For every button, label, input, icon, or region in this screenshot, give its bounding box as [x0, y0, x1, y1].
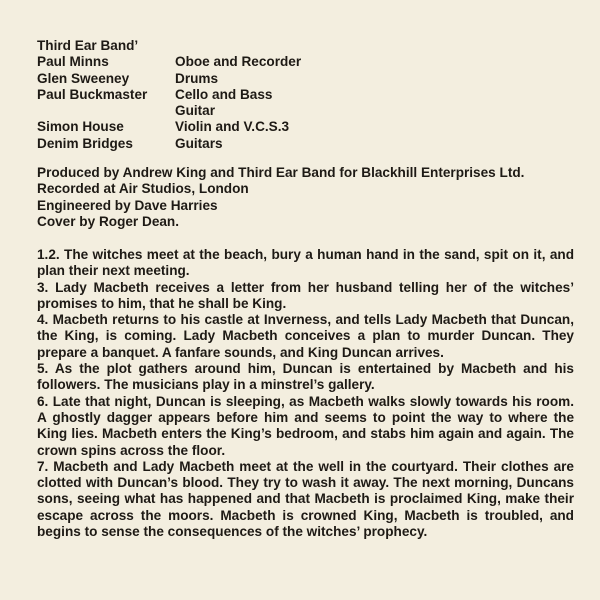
track-descriptions [37, 247, 574, 540]
member-name: Glen Sweeney [37, 70, 130, 86]
band-name-row [37, 38, 577, 54]
member-name: Paul Buckmaster [37, 86, 148, 102]
track-description: 6. Late that night, Duncan is sleeping, as Macbeth walks slowly towards his room. A ghostly dagger appears before him and seems to point the way to where the King lies. Macbeth enters the King’s bedroom, and stabs him again and again. The crown spins across the floor. [37, 393, 574, 458]
track-description: 5. As the plot gathers around him, Duncan is entertained by Macbeth and his followers. The musicians play in a minstrel’s gallery. [37, 361, 574, 393]
track-description: 4. Macbeth returns to his castle at Inverness, and tells Lady Macbeth that Duncan, the King, is coming. Lady Macbeth conceives a plan to murder Duncan. They prepare a banquet. A fanfare sounds, and King Duncan arrives. [37, 312, 574, 360]
member-instrument: Guitars [175, 135, 223, 151]
credit-line: Produced by Andrew King and Third Ear Band for Blackhill Enterprises Ltd. [37, 165, 525, 180]
production-credits [37, 165, 582, 230]
credit-line: Engineered by Dave Harries [37, 197, 218, 213]
credit-line: Cover by Roger Dean. [37, 213, 180, 229]
member-name: Paul Minns [37, 54, 109, 70]
member-instrument: Cello and Bass [175, 86, 273, 102]
track-description: 3. Lady Macbeth receives a letter from her husband telling her of the witches’ promises to him, that he shall be King. [37, 279, 574, 311]
member-name: Denim Bridges [37, 135, 133, 151]
track-description: 1.2. The witches meet at the beach, bury a human hand in the sand, spit on it, and plan their next meeting. [37, 247, 574, 279]
member-row [37, 71, 577, 87]
credit-line: Recorded at Air Studios, London [37, 181, 249, 197]
member-row [37, 103, 577, 119]
track-description: 7. Macbeth and Lady Macbeth meet at the well in the courtyard. Their clothes are clotted with Duncan’s blood. They try to wash it away. The next morning, Duncans sons, seeing what has happened and that Macbeth is proclaimed King, make their escape across the moors. Macbeth is crowned King, Macbeth is troubled, and begins to sense the consequences of the witches’ prophecy. [37, 458, 574, 540]
member-instrument: Violin and V.C.S.3 [175, 119, 290, 135]
member-instrument: Drums [175, 70, 219, 86]
member-row [37, 119, 577, 135]
member-name [37, 103, 175, 119]
member-instrument: Guitar [175, 103, 216, 119]
band-lineup [37, 38, 577, 152]
member-row [37, 87, 577, 103]
member-row [37, 54, 577, 70]
member-instrument: Oboe and Recorder [175, 54, 302, 70]
member-row [37, 136, 577, 152]
band-name: Third Ear Band’ [37, 38, 139, 53]
member-name: Simon House [37, 119, 124, 135]
